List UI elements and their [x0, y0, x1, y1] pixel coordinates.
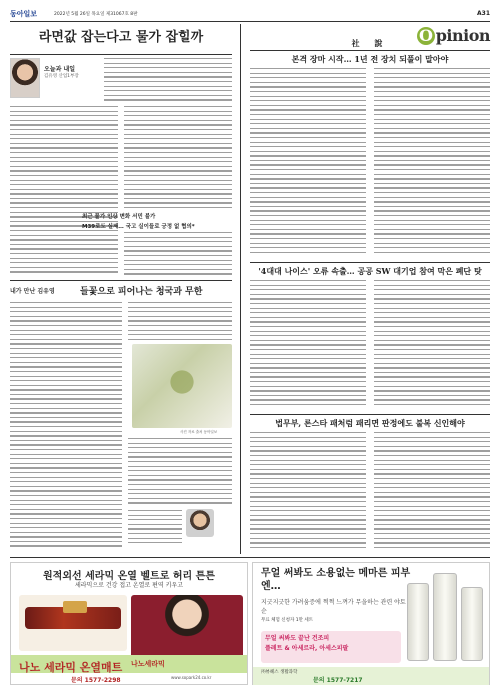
subhead-1: 최근 물가 인상 변화 서민 불가 — [82, 214, 156, 220]
ad-right-badge: 무료 체험 신청자 1만 세트 — [261, 618, 314, 623]
photo-caption: 사진 자료 출처 동아일보 — [180, 430, 218, 434]
product-bottles — [405, 573, 485, 663]
ad-right-promo-title: 무얼 써봐도 끝난 건조피 — [265, 635, 330, 642]
lower-text-left — [10, 302, 122, 552]
editorial-title-1: 본격 장마 시작… 1년 전 장치 되풀이 말아야 — [291, 54, 449, 64]
editorial-1-text-right — [374, 68, 490, 258]
editorial-title-3: 법무부, 론스타 패처럼 패리면 판정에도 불복 신인해야 — [275, 418, 465, 428]
paper-name: 동아일보 — [10, 9, 38, 18]
bottle-2 — [433, 573, 457, 661]
issue-date: 2022년 5월 26일 목요일 제31067호 8판 — [54, 12, 138, 17]
ad-left-website: www.sopark24.co.kr — [171, 675, 212, 680]
divider — [10, 280, 232, 281]
divider — [250, 262, 490, 263]
column-title: 라면값 잡는다고 물가 잡힐까 — [38, 30, 204, 45]
editorial-title-2: '4대대 나이스' 오류 속출… 공공 SW 대기업 참여 막은 폐단 탓 — [258, 266, 482, 276]
bottle-1 — [407, 583, 429, 661]
column-text-top — [104, 58, 232, 102]
divider — [250, 414, 490, 415]
ad-left-headline: 원적외선 세라믹 온열 벨트로 허리 튼튼 — [43, 571, 215, 582]
divider — [250, 50, 490, 51]
editorial-3-text-right — [374, 432, 490, 552]
ad-right-promo-sub: 플레트 & 아세르라, 아세스피팔 — [265, 645, 349, 652]
author-title: 김유영 산업1부장 — [44, 74, 79, 79]
editorial-1-text-left — [250, 68, 366, 258]
ad-left-product-name: 나노 세라믹 온열매트 — [19, 661, 123, 674]
ad-ceramic-belt[interactable] — [10, 562, 248, 685]
author-photo-small — [186, 509, 214, 537]
lower-text-right-bottom — [128, 510, 182, 550]
ad-model-photo — [131, 595, 243, 659]
flower-photo — [132, 344, 232, 428]
opinion-o-icon: O — [417, 27, 435, 45]
bottle-3 — [461, 587, 483, 661]
author-avatar — [10, 58, 40, 98]
author-box — [10, 58, 100, 104]
lower-column-head — [10, 284, 232, 297]
masthead — [10, 8, 490, 22]
column-text-lower — [124, 232, 232, 276]
ad-left-sub-name: 나노세라믹 — [131, 660, 165, 668]
ad-right-headline: 무얼 써봐도 소용없는 메마른 피부엔… — [261, 568, 411, 592]
editorial-3-text-left — [250, 432, 366, 552]
divider — [10, 54, 232, 55]
belt-controller-image — [63, 601, 87, 613]
ad-left-phone: 문의 1577-2298 — [71, 677, 121, 684]
ad-left-subhead: 세라믹으로 건강 접고 온열로 편역 키우고 — [74, 582, 184, 589]
editorial-2-text-right — [374, 280, 490, 410]
lower-text-right-top — [128, 302, 232, 342]
column-text-left — [10, 106, 118, 276]
subhead-2: M39로도 실제… 국고 실이들로 긍정 없 협의* — [82, 224, 195, 230]
divider — [10, 557, 490, 558]
ad-skincare[interactable] — [252, 562, 490, 685]
editorial-2-text-left — [250, 280, 366, 410]
lower-column-tag: 내가 만난 김유영 — [10, 288, 55, 295]
ad-right-company: ㈜뷰헤스 생활과학 — [261, 670, 298, 675]
lower-text-right-mid — [128, 438, 232, 506]
ad-right-subhead: 지긋지긋한 가려움증에 쩍쩍 느껴가 무을하는 관련 야토순 — [261, 599, 406, 615]
author-name: 오늘과 내일 — [44, 66, 76, 73]
ad-right-phone: 문의 1577-7217 — [313, 677, 363, 684]
opinion-label: pinion — [435, 26, 490, 45]
page-number: A31 — [477, 10, 490, 17]
column-divider — [240, 24, 241, 554]
editorial-label: 社 說 — [351, 38, 389, 48]
lower-column-title: 들꽃으로 피어나는 청국과 무한 — [80, 287, 203, 297]
column-text-right — [124, 106, 232, 210]
